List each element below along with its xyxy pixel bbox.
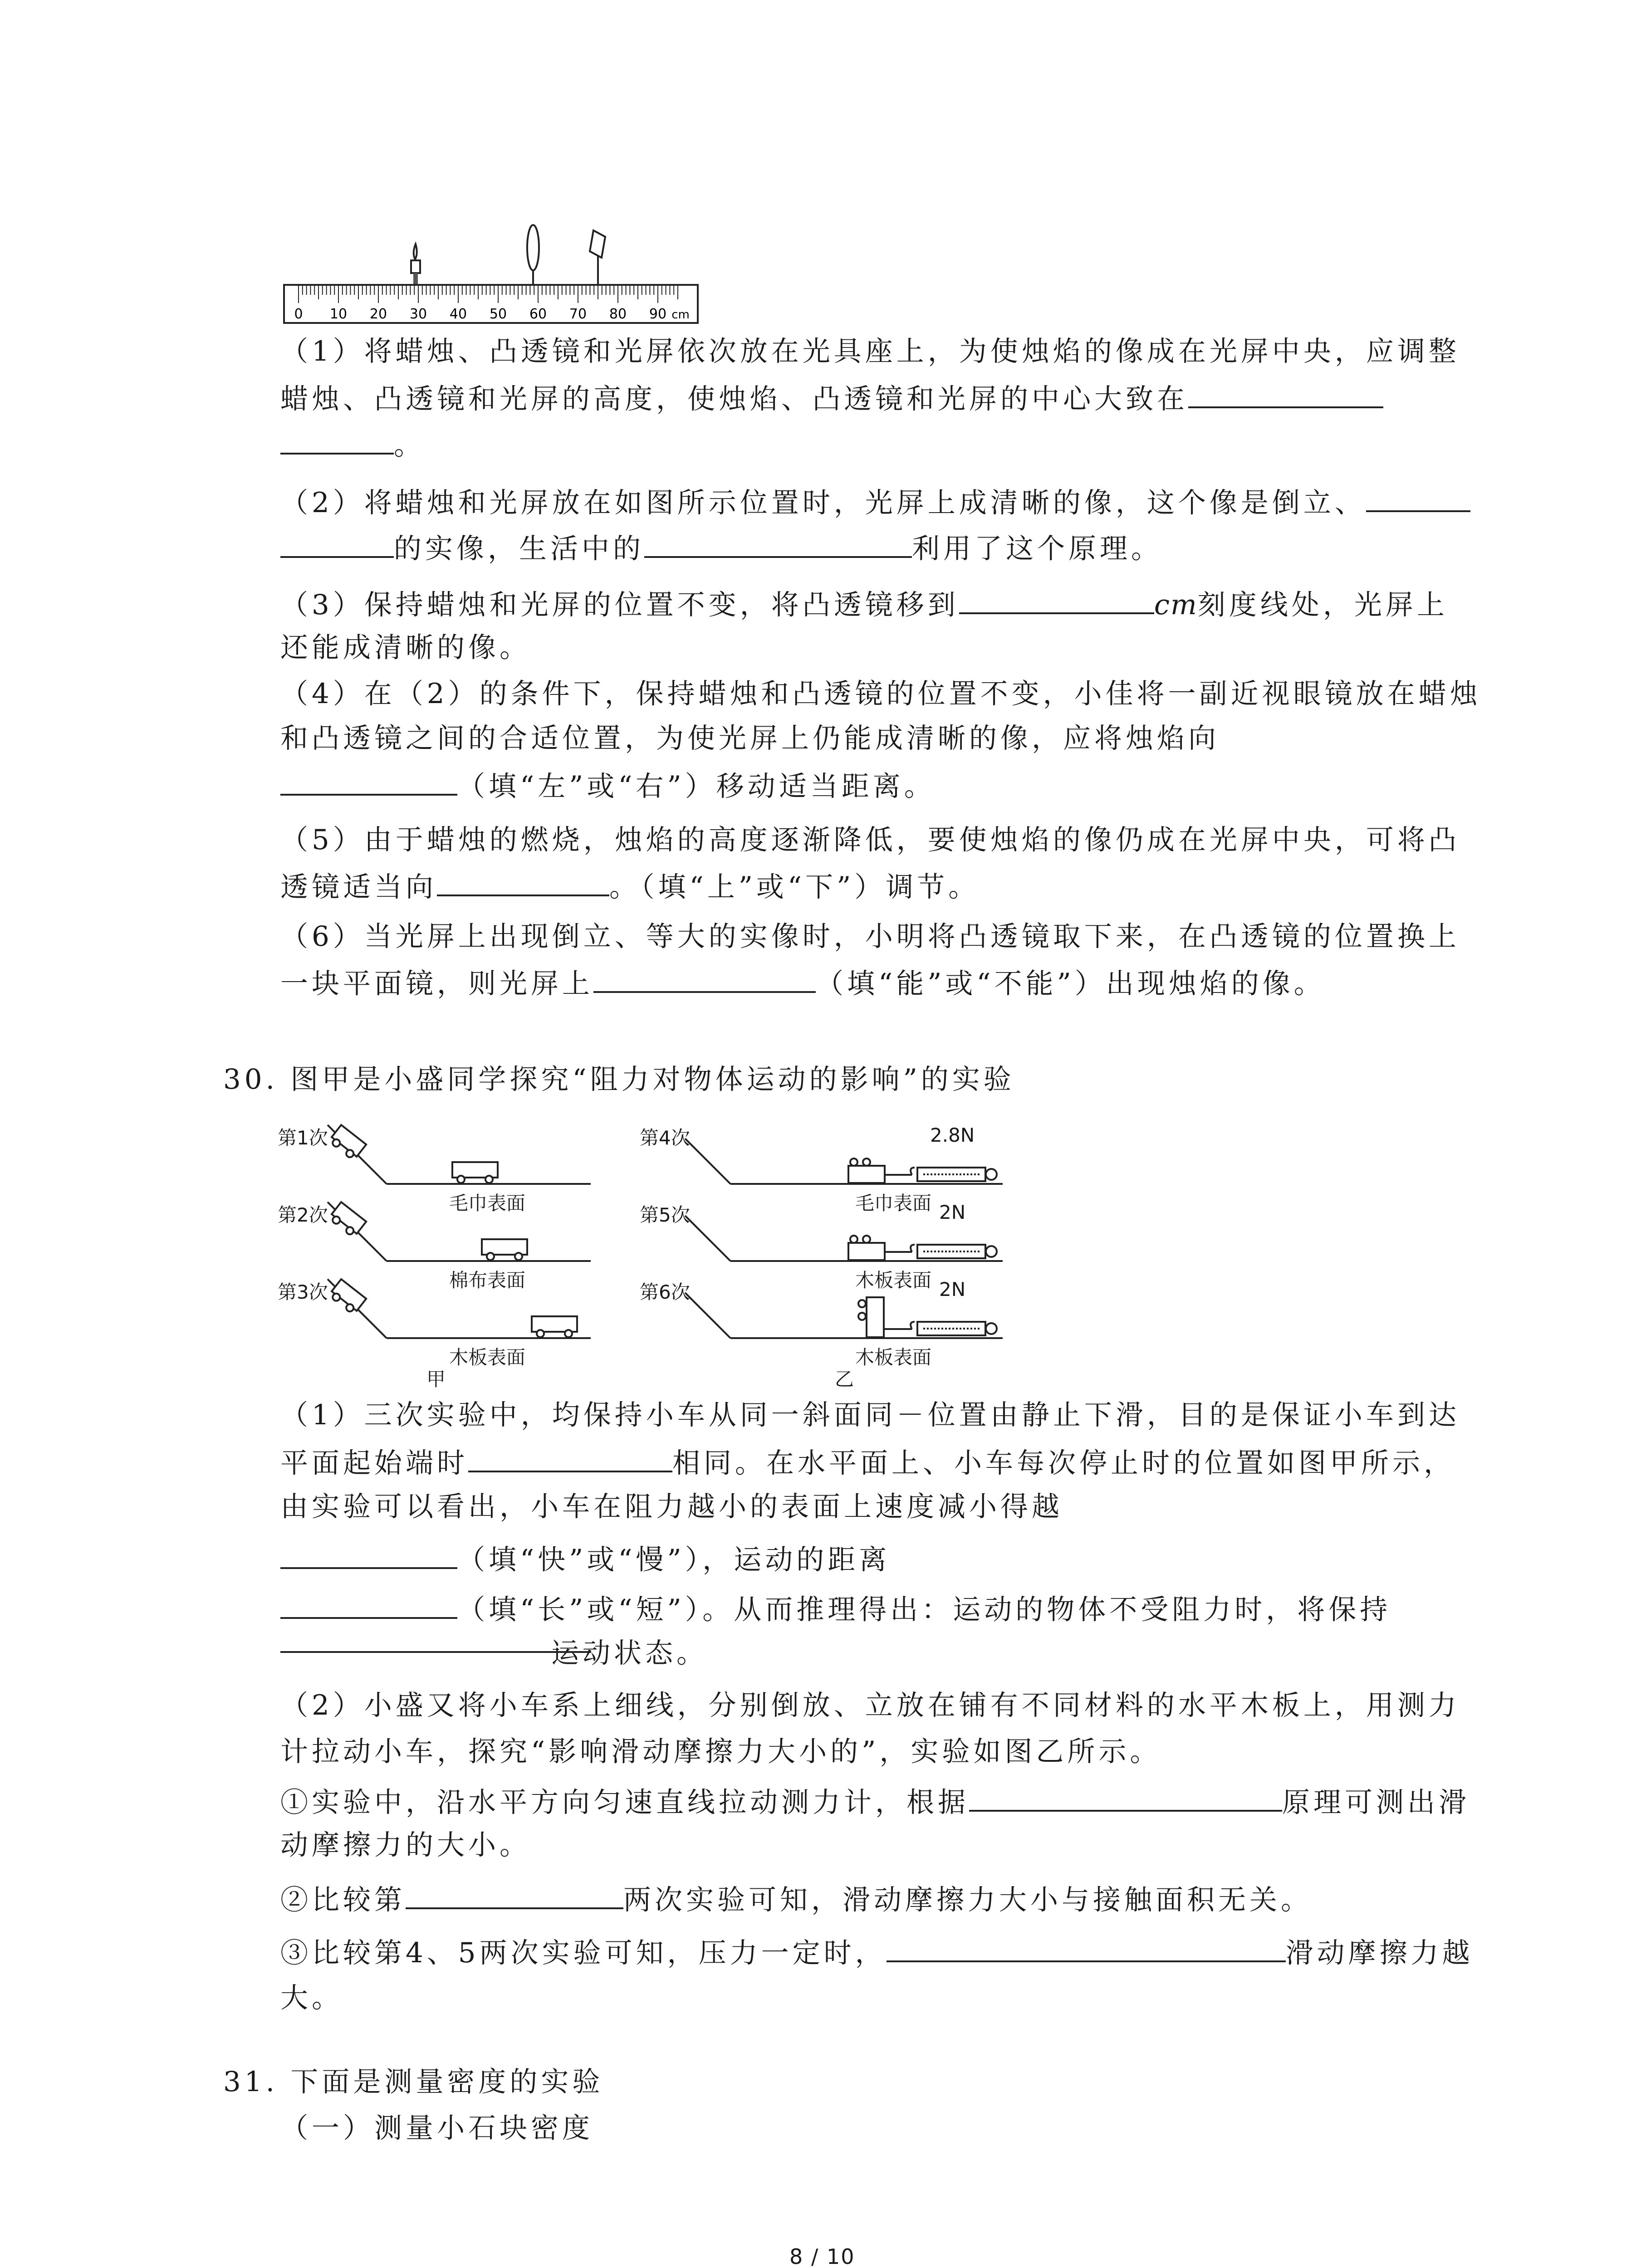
answer-blank-q29-6[interactable] xyxy=(593,964,816,993)
q29-p1-line2 xyxy=(280,379,1383,417)
q29-p2-text: （2）将蜡烛和光屏放在如图所示位置时，光屏上成清晰的像，这个像是倒立、 xyxy=(280,487,1366,519)
ruler xyxy=(284,285,698,323)
q29-p6-text: 一块平面镜，则光屏上 xyxy=(280,968,594,1000)
q30-p1-line1: （1）三次实验中，均保持小车从同一斜面同－位置由静止下滑，目的是保证小车到达 xyxy=(280,1399,1460,1431)
q30-s1-line2: 动摩擦力的大小。 xyxy=(280,1829,531,1861)
q29-p3-line2: 还能成清晰的像。 xyxy=(280,631,531,664)
q30-p1-text-d: （填“长”或“短”）。从而推理得出：运动的物体不受阻力时，将保持 xyxy=(457,1593,1391,1626)
q29-p1-end: 。 xyxy=(394,429,426,461)
q29-p3-unit: cm xyxy=(1154,589,1198,621)
q31-sub: （一）测量小石块密度 xyxy=(280,2112,594,2144)
answer-blank-q30-1a[interactable] xyxy=(468,1443,672,1472)
trial-4-force: 2.8N xyxy=(930,1124,975,1146)
trial-6-surface: 木板表面 xyxy=(855,1346,932,1369)
answer-blank-q30-1b[interactable] xyxy=(280,1540,457,1569)
trial-6-force: 2N xyxy=(939,1278,966,1300)
q31-title: 31. 下面是测量密度的实验 xyxy=(223,2066,604,2098)
trial-1-surface: 毛巾表面 xyxy=(449,1192,526,1214)
q29-p3-line1 xyxy=(280,585,1448,623)
q29-p3-text-b: 刻度线处，光屏上 xyxy=(1197,589,1448,621)
q29-p2-line2 xyxy=(280,529,1162,567)
q30-s3-line2: 大。 xyxy=(280,1982,343,2014)
q29-p5-line1: （5）由于蜡烛的燃烧，烛焰的高度逐渐降低，要使烛焰的像仍成在光屏中央，可将凸 xyxy=(280,824,1460,856)
q30-p2-line1: （2）小盛又将小车系上细线，分别倒放、立放在铺有不同材料的水平木板上，用测力 xyxy=(280,1689,1460,1721)
figure-jia-caption: 甲 xyxy=(426,1368,446,1390)
q30-title: 30. 图甲是小盛同学探究“阻力对物体运动的影响”的实验 xyxy=(223,1063,1015,1095)
q29-p1-text: 蜡烛、凸透镜和光屏的高度，使烛焰、凸透镜和光屏的中心大致在 xyxy=(280,383,1189,415)
optical-bench-figure xyxy=(280,221,702,330)
answer-blank-q30-2b[interactable] xyxy=(406,1880,623,1909)
q30-p1-line3: 由实验可以看出，小车在阻力越小的表面上速度减小得越 xyxy=(280,1491,1063,1523)
q29-p5-line2 xyxy=(280,867,980,905)
q30-p1-text-b: 相同。在水平面上、小车每次停止时的位置如图甲所示， xyxy=(672,1447,1455,1479)
trial-3-surface: 木板表面 xyxy=(449,1346,526,1369)
trial-2-label: 第2次 xyxy=(278,1204,328,1226)
q30-p2-line2: 计拉动小车，探究“影响滑动摩擦力大小的”，实验如图乙所示。 xyxy=(280,1735,1161,1768)
trial-2-surface: 棉布表面 xyxy=(449,1269,526,1291)
q29-p6-text-b: （填“能”或“不能”）出现烛焰的像。 xyxy=(816,968,1325,1000)
q30-p1-text-c: （填“快”或“慢”），运动的距离 xyxy=(457,1544,891,1576)
q30-s2 xyxy=(280,1880,1312,1918)
q29-p1-line1: （1）将蜡烛、凸透镜和光屏依次放在光具座上，为使烛焰的像成在光屏中央，应调整 xyxy=(280,335,1460,367)
trial-5-force: 2N xyxy=(939,1201,966,1223)
q29-p2-text-c: 利用了这个原理。 xyxy=(912,533,1163,565)
q30-s1-line1 xyxy=(280,1783,1470,1821)
trial-5-label: 第5次 xyxy=(640,1204,690,1226)
ruler-unit-label: cm xyxy=(671,308,690,322)
q30-p1-line4 xyxy=(280,1540,890,1578)
ruler-tick-label: 60 xyxy=(529,306,547,322)
q29-p4-line2: 和凸透镜之间的合适位置，为使光屏上仍能成清晰的像，应将烛焰向 xyxy=(280,722,1220,754)
ruler-tick-label: 20 xyxy=(369,306,387,322)
q30-s2-text: ②比较第 xyxy=(280,1884,406,1916)
answer-blank-q30-1d[interactable] xyxy=(280,1651,591,1653)
trial-4-surface: 毛巾表面 xyxy=(855,1192,932,1214)
ruler-tick-label: 70 xyxy=(569,306,587,322)
q30-s3-line1 xyxy=(280,1933,1474,1971)
answer-blank-q29-1[interactable] xyxy=(1188,379,1383,408)
q29-p2-text-b: 的实像，生活中的 xyxy=(394,533,645,565)
answer-blank-q29-2b[interactable] xyxy=(644,529,912,558)
ruler-tick-label: 90 xyxy=(649,306,667,322)
q29-p6-line2 xyxy=(280,964,1325,1002)
q29-p3-text: （3）保持蜡烛和光屏的位置不变，将凸透镜移到 xyxy=(280,589,959,621)
ruler-tick-label: 10 xyxy=(329,306,348,322)
q29-p6-line1: （6）当光屏上出现倒立、等大的实像时，小明将凸透镜取下来，在凸透镜的位置换上 xyxy=(280,920,1460,953)
q29-p5-text: 透镜适当向 xyxy=(280,871,437,903)
trial-5-surface: 木板表面 xyxy=(855,1269,932,1291)
q30-p1-line6: 运动状态。 xyxy=(551,1637,708,1669)
ruler-tick-label: 30 xyxy=(409,306,427,322)
answer-blank-q30-1c[interactable] xyxy=(280,1590,457,1619)
q29-p4-line3 xyxy=(280,767,936,805)
q30-p1-line5 xyxy=(280,1590,1391,1628)
ruler-tick-label: 0 xyxy=(294,306,303,322)
trial-6-label: 第6次 xyxy=(640,1281,690,1303)
answer-blank-q29-4[interactable] xyxy=(280,767,457,796)
answer-blank-q29-2a-cont[interactable] xyxy=(280,529,394,558)
q30-s3-text-b: 滑动摩擦力越 xyxy=(1285,1937,1474,1969)
answer-blank-q30-2c[interactable] xyxy=(887,1933,1286,1962)
q30-p1-line2 xyxy=(280,1443,1455,1481)
ruler-tick-label: 50 xyxy=(489,306,507,322)
ruler-tick-label: 80 xyxy=(609,306,627,322)
trial-4-label: 第4次 xyxy=(640,1127,690,1149)
trial-1-label: 第1次 xyxy=(278,1127,328,1149)
trial-3-label: 第3次 xyxy=(278,1281,328,1303)
q29-p2-line1 xyxy=(280,483,1470,521)
q30-p1-text: 平面起始端时 xyxy=(280,1447,469,1479)
figure-yi-caption: 乙 xyxy=(835,1368,854,1390)
q30-s2-text-b: 两次实验可知，滑动摩擦力大小与接触面积无关。 xyxy=(623,1884,1313,1916)
q30-s1-text: ①实验中，沿水平方向匀速直线拉动测力计，根据 xyxy=(280,1786,970,1818)
answer-blank-q29-2a[interactable] xyxy=(1366,483,1470,512)
answer-blank-q29-3[interactable] xyxy=(959,585,1154,614)
q29-p5-text-b: 。（填“上”或“下”）调节。 xyxy=(609,871,980,903)
q30-s3-text: ③比较第4、5两次实验可知，压力一定时， xyxy=(280,1937,887,1969)
q29-p4-line1: （4）在（2）的条件下，保持蜡烛和凸透镜的位置不变，小佳将一副近视眼镜放在蜡烛 xyxy=(280,678,1481,710)
answer-blank-q29-1-cont[interactable] xyxy=(280,425,394,455)
answer-blank-q30-2a[interactable] xyxy=(969,1783,1282,1812)
answer-blank-q29-5[interactable] xyxy=(437,867,609,896)
ruler-tick-label: 40 xyxy=(449,306,467,322)
q29-p4-text-c: （填“左”或“右”）移动适当距离。 xyxy=(457,770,936,802)
page-number: 8 / 10 xyxy=(789,2244,855,2268)
q29-p1-line3 xyxy=(280,425,425,464)
q30-s1-text-b: 原理可测出滑 xyxy=(1282,1786,1470,1818)
